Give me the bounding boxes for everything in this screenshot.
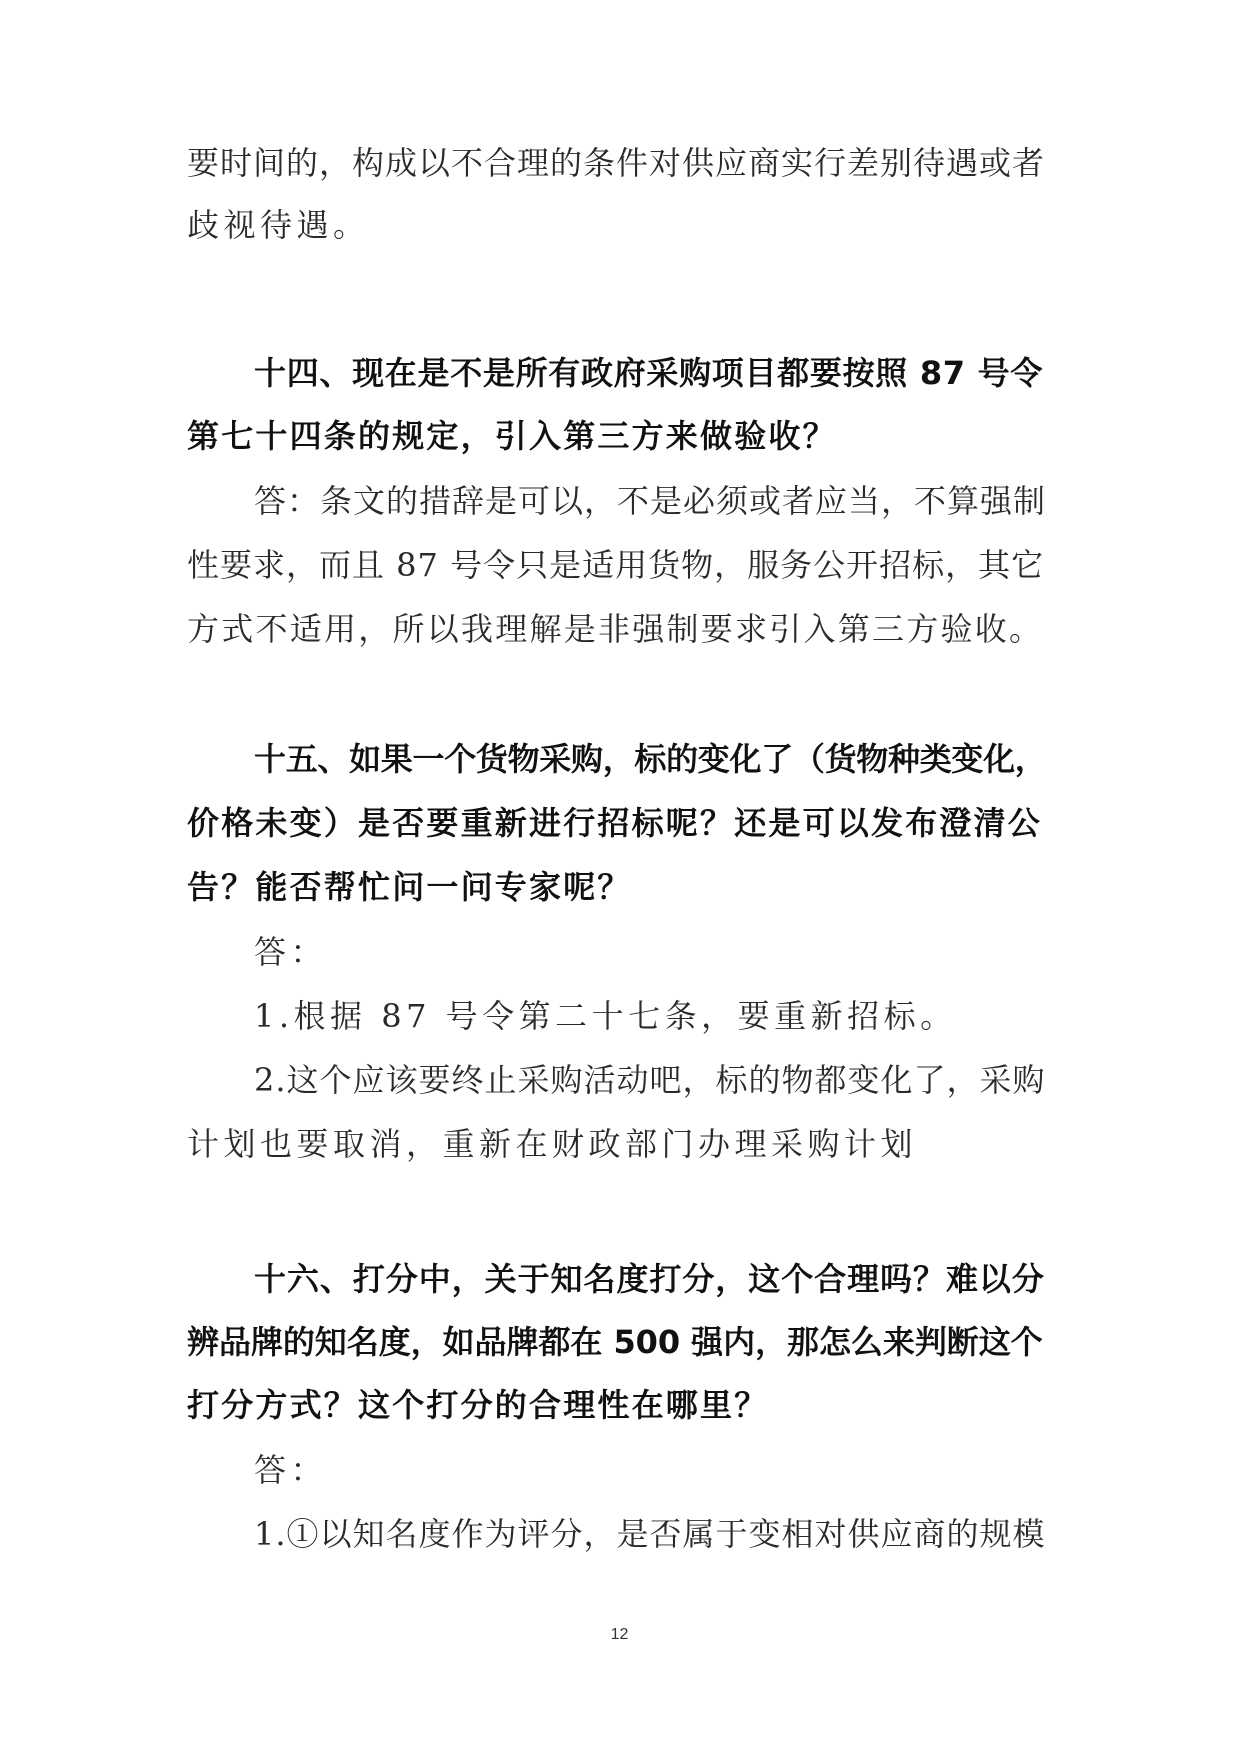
page-number: 12 bbox=[610, 1626, 629, 1643]
question-heading-line: 告？能否帮忙问一问专家呢？ bbox=[187, 868, 632, 906]
answer-line: 答： bbox=[254, 1451, 328, 1489]
answer-line: 1.①以知名度作为评分，是否属于变相对供应商的规模 bbox=[254, 1515, 1046, 1553]
answer-line: 1.根据 87 号令第二十七条，要重新招标。 bbox=[254, 997, 957, 1035]
question-heading-line: 十六、打分中，关于知名度打分，这个合理吗？难以分 bbox=[254, 1260, 1045, 1298]
question-heading-line: 十五、如果一个货物采购，标的变化了（货物种类变化， bbox=[254, 740, 1047, 778]
answer-line: 2.这个应该要终止采购活动吧，标的物都变化了，采购 bbox=[254, 1061, 1046, 1099]
answer-line: 性要求，而且 87 号令只是适用货物，服务公开招标，其它 bbox=[187, 546, 1045, 584]
answer-line: 答：条文的措辞是可以，不是必须或者应当，不算强制 bbox=[254, 482, 1047, 520]
question-heading-line: 第七十四条的规定，引入第三方来做验收？ bbox=[187, 417, 837, 455]
paragraph-line: 要时间的，构成以不合理的条件对供应商实行差别待遇或者 bbox=[187, 144, 1046, 182]
paragraph-line: 歧视待遇。 bbox=[187, 206, 370, 244]
question-heading-line: 价格未变）是否要重新进行招标呢？还是可以发布澄清公 bbox=[187, 804, 1043, 842]
answer-line: 答： bbox=[254, 933, 328, 971]
question-heading-line: 十四、现在是不是所有政府采购项目都要按照 87 号令 bbox=[254, 354, 1044, 392]
question-heading-line: 打分方式？这个打分的合理性在哪里？ bbox=[187, 1386, 769, 1424]
question-heading-line: 辨品牌的知名度，如品牌都在 500 强内，那怎么来判断这个 bbox=[187, 1323, 1043, 1361]
answer-line: 方式不适用，所以我理解是非强制要求引入第三方验收。 bbox=[187, 610, 1044, 648]
answer-line: 计划也要取消，重新在财政部门办理采购计划 bbox=[187, 1125, 918, 1163]
